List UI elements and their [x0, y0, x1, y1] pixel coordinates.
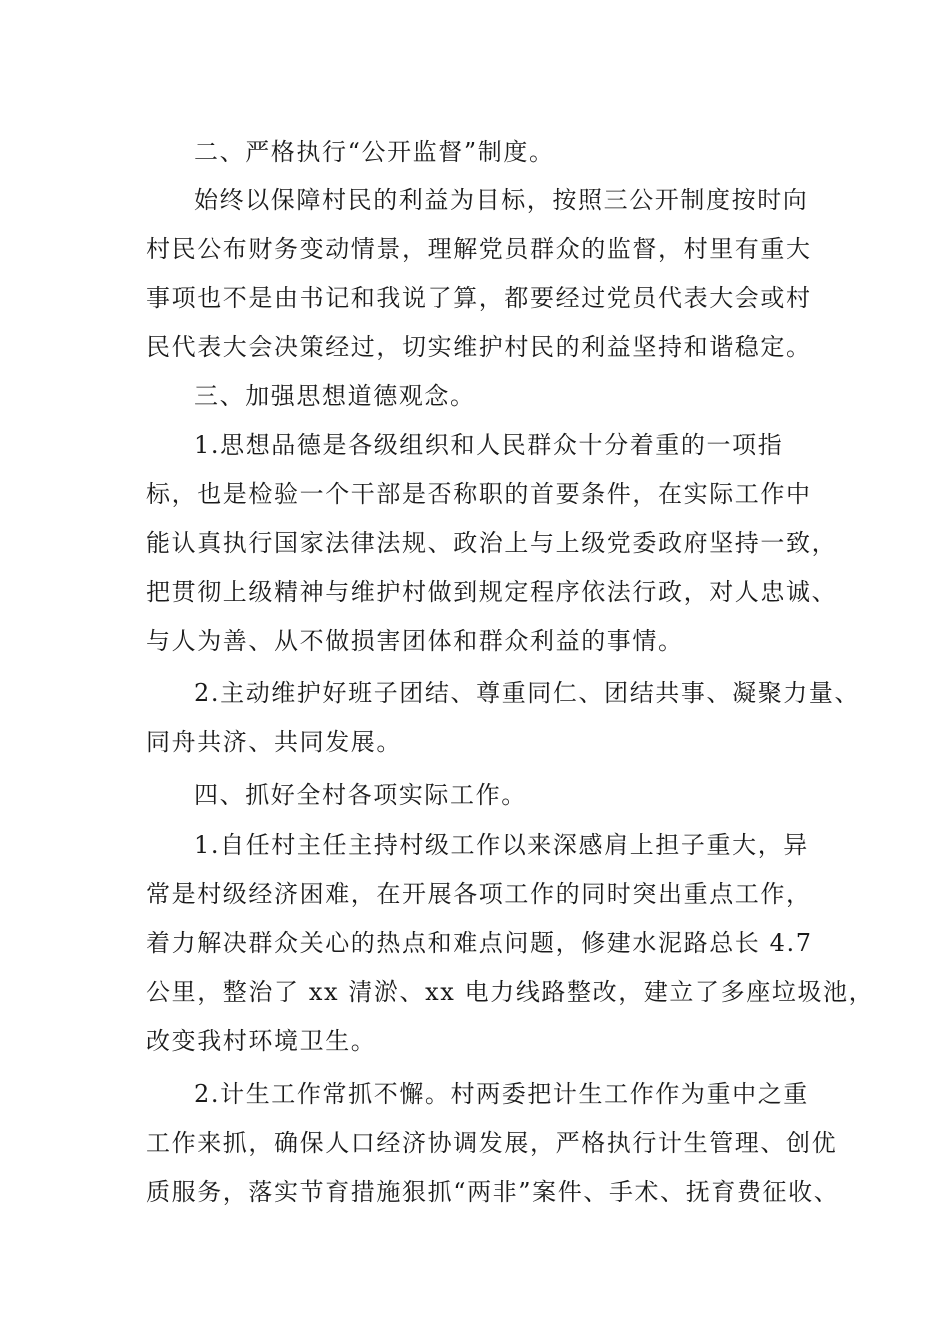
- paragraph-line: 1.自任村主任主持村级工作以来深感肩上担子重大，异: [194, 831, 809, 859]
- paragraph-line: 能认真执行国家法律法规、政治上与上级党委政府坚持一致，: [146, 529, 838, 557]
- paragraph-line: 同舟共济、共同发展。: [146, 728, 402, 756]
- section-heading-4: 四、抓好全村各项实际工作。: [194, 781, 527, 809]
- section-heading-2: 二、严格执行“公开监督”制度。: [194, 138, 555, 166]
- section-heading-3: 三、加强思想道德观念。: [194, 382, 476, 410]
- paragraph-line: 民代表大会决策经过，切实维护村民的利益坚持和谐稳定。: [146, 333, 812, 361]
- paragraph-line: 1.思想品德是各级组织和人民群众十分着重的一项指: [194, 431, 784, 459]
- paragraph-line: 村民公布财务变动情景，理解党员群众的监督，村里有重大: [146, 235, 812, 263]
- paragraph-line: 2.主动维护好班子团结、尊重同仁、团结共事、凝聚力量、: [194, 679, 861, 707]
- paragraph-line: 事项也不是由书记和我说了算，都要经过党员代表大会或村: [146, 284, 812, 312]
- paragraph-line: 公里，整治了 xx 清淤、xx 电力线路整改，建立了多座垃圾池，: [146, 978, 875, 1006]
- paragraph-line: 2.计生工作常抓不懈。村两委把计生工作作为重中之重: [194, 1080, 809, 1108]
- paragraph-line: 质服务，落实节育措施狠抓“两非”案件、手术、抚育费征收、: [146, 1178, 840, 1206]
- paragraph-line: 把贯彻上级精神与维护村做到规定程序依法行政，对人忠诚、: [146, 578, 838, 606]
- paragraph-line: 工作来抓，确保人口经济协调发展，严格执行计生管理、创优: [146, 1129, 838, 1157]
- paragraph-line: 与人为善、从不做损害团体和群众利益的事情。: [146, 627, 684, 655]
- paragraph-line: 改变我村环境卫生。: [146, 1027, 377, 1055]
- paragraph-line: 始终以保障村民的利益为目标，按照三公开制度按时向: [194, 186, 809, 214]
- paragraph-line: 标，也是检验一个干部是否称职的首要条件，在实际工作中: [146, 480, 812, 508]
- paragraph-line: 常是村级经济困难，在开展各项工作的同时突出重点工作，: [146, 880, 812, 908]
- paragraph-line: 着力解决群众关心的热点和难点问题，修建水泥路总长 4.7: [146, 929, 813, 957]
